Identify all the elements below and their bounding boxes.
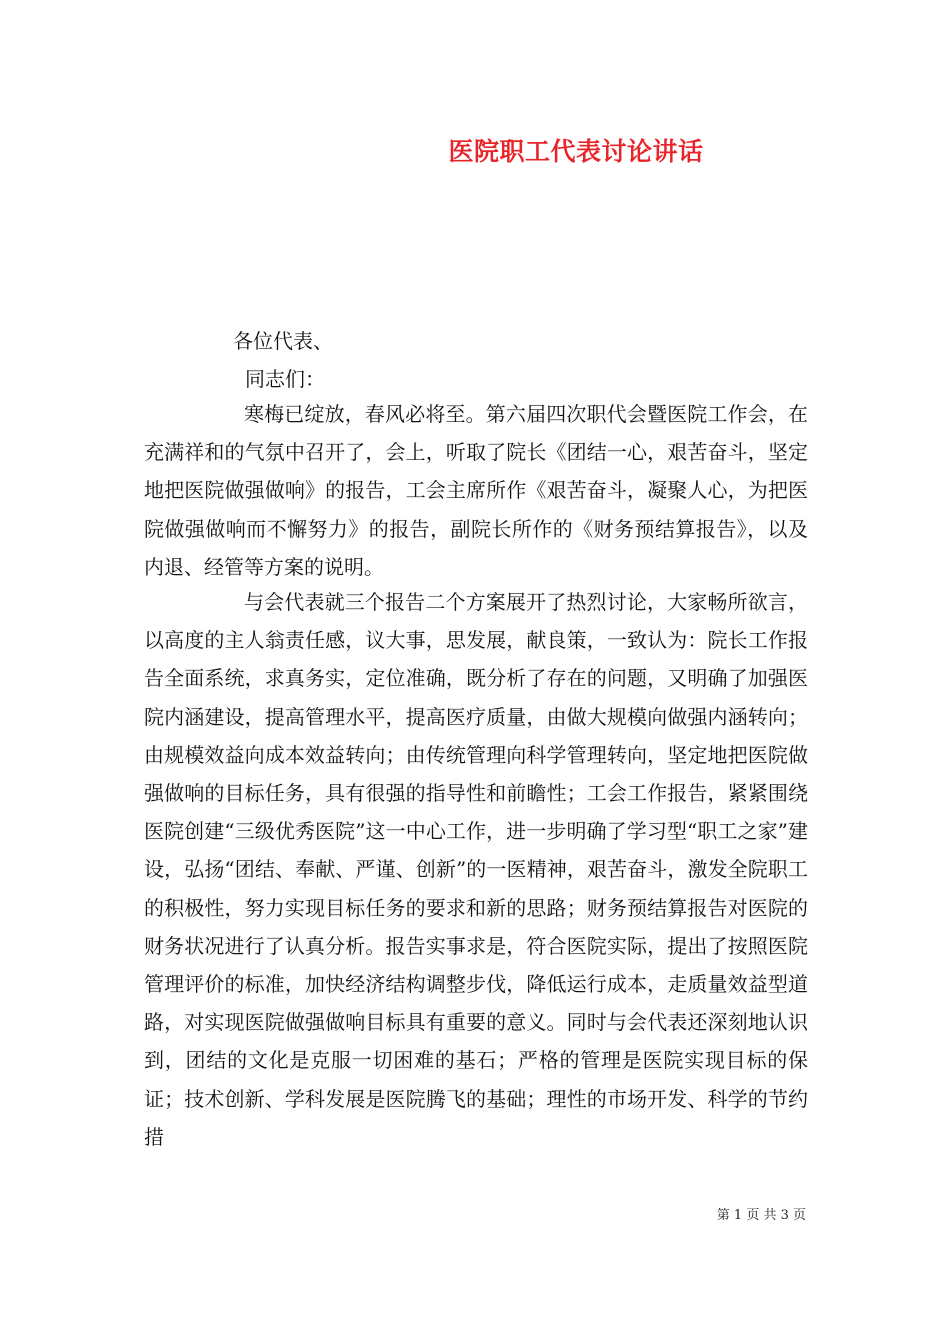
body-paragraph-1: 寒梅已绽放，春风必将至。第六届四次职代会暨医院工作会，在充满祥和的气氛中召开了，会上，听取了院长《团结一心，艰苦奋斗，坚定地把医院做强做响》的报告，工会主席所作《艰苦奋斗，凝聚人心，为把医院做强做响而不懈努力》的报告，副院长所作的《财务预结算报告》，以及内退、经管等方案的说明。	[144, 402, 808, 579]
page-number-footer: 第 1 页 共 3 页	[716, 1208, 806, 1223]
document-title: 医院职工代表讨论讲话	[448, 137, 704, 166]
salutation-comrades: 同志们：	[245, 367, 325, 391]
salutation-representatives: 各位代表、	[233, 329, 333, 353]
body-paragraph-2: 与会代表就三个报告二个方案展开了热烈讨论，大家畅所欲言，以高度的主人翁责任感，议大事，思发展，献良策，一致认为：院长工作报告全面系统，求真务实，定位准确，既分析了存在的问题，又明确了加强医院内涵建设，提高管理水平，提高医疗质量，由做大规模向做强内涵转向；由规模效益向成本效益转向；由传统管理向科学管理转向，坚定地把医院做强做响的目标任务，具有很强的指导性和前瞻性；工会工作报告，紧紧围绕医院创建“三级优秀医院”这一中心工作，进一步明确了学习型“职工之家”建设，弘扬“团结、奉献、严谨、创新”的一医精神，艰苦奋斗，激发全院职工的积极性，努力实现目标任务的要求和新的思路；财务预结算报告对医院的财务状况进行了认真分析。报告实事求是，符合医院实际，提出了按照医院管理评价的标准，加快经济结构调整步伐，降低运行成本，走质量效益型道路，对实现医院做强做响目标具有重要的意义。同时与会代表还深刻地认识到，团结的文化是克服一切困难的基石；严格的管理是医院实现目标的保证；技术创新、学科发展是医院腾飞的基础；理性的市场开发、科学的节约措	[144, 590, 808, 1149]
